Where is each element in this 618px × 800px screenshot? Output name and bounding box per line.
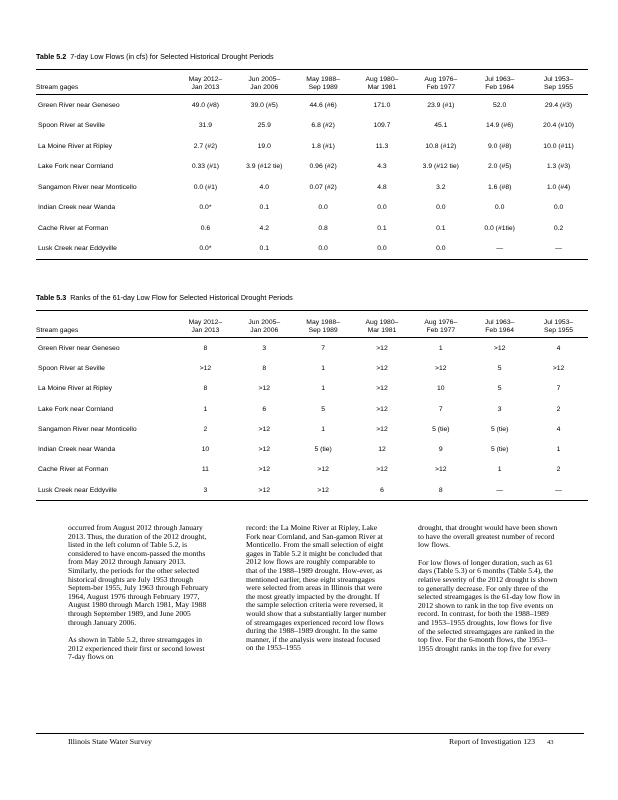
table-cell: 1.6 (#8) xyxy=(487,183,512,191)
column-header-period xyxy=(353,70,412,95)
stream-gage-name: Indian Creek near Wanda xyxy=(38,204,116,212)
header-line2: Mar 1981 xyxy=(367,84,397,91)
body-paragraph: drought, that drought would have been shown to have the overall greatest number of record low flows. xyxy=(418,523,558,550)
body-paragraph: As shown in Table 5.2, three streamgages in 2012 experienced their first or second lowest 7-day flows on xyxy=(68,635,205,662)
table-cell: 4 xyxy=(556,425,561,433)
report-title: Report of Investigation 123 xyxy=(449,737,535,746)
table-cell: 0.0 (#1tie) xyxy=(484,224,515,232)
table-row xyxy=(36,157,588,178)
header-line1: Aug 1976– xyxy=(424,76,458,83)
body-paragraph: record: the La Moine River at Ripley, Lake Fork near Cornland, and San-gamon River at Monticello. From the small selection of eight gages in Table 5.2 it might be concluded that 2012 low flows are roughly comparable to that of the 1988–1989 drought. How-ever, as mentioned earlier, these eight streamgages were selected from areas in Illinois that were the most greatly impacted by the drought. If the sample selection criteria were reversed, it would show that a substantially larger number of streamgages experienced record low flows during the 1988–1989 drought. In the same manner, if the analysis were instead focused on the 1953–1955 xyxy=(246,523,387,653)
table-cell: 10.0 (#11) xyxy=(543,142,574,150)
header-line2: Stream gages xyxy=(36,327,79,334)
table-cell: 11 xyxy=(201,466,209,474)
table-cell: 6.8 (#2) xyxy=(311,122,335,130)
page-number: 43 xyxy=(546,739,554,746)
table-cell: >12 xyxy=(199,364,212,372)
header-line1: May 1988– xyxy=(306,319,340,326)
table-cell: 6 xyxy=(262,405,267,413)
header-line2: Mar 1981 xyxy=(367,327,397,334)
header-line2: Jan 2013 xyxy=(191,327,220,334)
table-5-2-title: 7-day Low Flows (in cfs) for Selected Historical Drought Periods xyxy=(70,52,274,61)
table-cell: 9.0 (#8) xyxy=(487,142,512,150)
table-row xyxy=(36,399,588,419)
table-cell: — xyxy=(496,486,504,494)
table-cell: 0.1 xyxy=(436,224,446,232)
table-cell: 0.6 xyxy=(200,224,211,232)
table-5-3-caption xyxy=(36,293,293,302)
table-cell: 3 xyxy=(497,405,502,413)
table-cell: 0.0 xyxy=(494,204,505,212)
table-cell: — xyxy=(496,245,504,253)
table-cell: >12 xyxy=(376,466,388,474)
table-cell: 31.9 xyxy=(198,122,213,130)
table-cell: 1.0 (#4) xyxy=(546,183,571,191)
table-cell: 0.2 xyxy=(553,224,564,232)
table-cell: 0.96 (#2) xyxy=(309,163,337,171)
stream-gage-name: Green River near Geneseo xyxy=(38,344,120,352)
table-cell: 0.0* xyxy=(199,245,212,253)
table-cell: 12 xyxy=(378,446,386,454)
table-cell: 49.0 (#8) xyxy=(191,101,220,109)
stream-gage-name: Spoon River at Seville xyxy=(38,122,105,130)
stream-gage-name: Green River near Geneseo xyxy=(38,101,120,109)
header-line2: Sep 1989 xyxy=(308,327,338,334)
table-5-3-title: Ranks of the 61-day Low Flow for Selected Historical Drought Periods xyxy=(70,293,293,302)
table-row xyxy=(36,198,588,219)
table-cell: 19.0 xyxy=(257,142,271,150)
table-cell: 5 (tie) xyxy=(490,425,509,433)
table-cell: 1 xyxy=(321,425,326,433)
table-cell: 2.7 (#2) xyxy=(193,142,218,150)
table-cell: 39.0 (#5) xyxy=(250,101,278,109)
table-row xyxy=(36,439,588,459)
stream-gage-name: Sangamon River near Monticello xyxy=(38,425,137,433)
stream-gage-name: Indian Creek near Wanda xyxy=(38,446,116,454)
table-cell: 8 xyxy=(438,486,443,494)
stream-gage-name: La Moine River at Ripley xyxy=(38,385,113,393)
column-header-period xyxy=(411,311,470,338)
body-column-2 xyxy=(246,524,388,662)
header-line2: Feb 1964 xyxy=(485,327,515,334)
header-line2: Sep 1989 xyxy=(308,84,338,91)
footer-rule xyxy=(36,733,584,734)
table-cell: 0.0* xyxy=(199,204,212,212)
table-cell: 0.0 xyxy=(377,245,387,253)
table-cell: 0.1 xyxy=(259,204,269,212)
table-cell: 4.2 xyxy=(259,224,269,232)
body-paragraph: occurred from August 2012 through January 2013. Thus, the duration of the 2012 drought, listed in the left column of Table 5.2, is considered to have encom-passed the months from May 2012 through January 2013. Similarly, the periods for the other selected historical droughts are July 1953 through Septem-ber 1955, July 1963 through February 1964, August 1976 through February 1977, August 1980 through March 1981, May 1988 through September 1989, and June 2005 through January 2006. xyxy=(68,523,209,627)
table-cell: >12 xyxy=(317,486,329,494)
header-line2: Feb 1977 xyxy=(426,327,456,334)
table-cell: 3 xyxy=(203,486,208,494)
column-header-period xyxy=(470,311,529,338)
header-line1: Aug 1980– xyxy=(365,319,399,326)
table-cell: 0.1 xyxy=(377,224,387,232)
table-cell: 23.9 (#1) xyxy=(427,101,455,109)
table-cell: 0.07 (#2) xyxy=(309,183,337,191)
table-cell: — xyxy=(555,486,562,494)
table-cell: 7 xyxy=(556,385,561,393)
header-line1: Jul 1953– xyxy=(543,76,574,83)
table-5-3-label: Table 5.3 xyxy=(36,293,67,302)
table-cell: 1 xyxy=(497,466,502,474)
stream-gage-name: Lusk Creek near Eddyville xyxy=(38,486,117,494)
body-column-3 xyxy=(418,524,560,662)
header-line1: Aug 1976– xyxy=(424,319,458,326)
table-cell: >12 xyxy=(258,446,271,454)
table-cell: 5 xyxy=(321,405,326,413)
table-cell: >12 xyxy=(376,405,388,413)
column-header-period xyxy=(411,70,470,95)
table-cell: 4.3 xyxy=(377,163,387,171)
table-row xyxy=(36,358,588,378)
table-cell: 52.0 xyxy=(493,101,507,109)
stream-gage-name: La Moine River at Ripley xyxy=(38,142,113,150)
header-line1: Jul 1963– xyxy=(484,319,515,326)
table-cell: 4.0 xyxy=(259,183,269,191)
table-cell: 2 xyxy=(556,405,561,413)
table-cell: 2 xyxy=(203,425,208,433)
table-cell: 20.4 (#10) xyxy=(543,122,575,130)
stream-gage-name: Lake Fork near Cornland xyxy=(38,405,114,413)
column-header-period xyxy=(529,70,588,95)
header-line2: Jan 2013 xyxy=(191,84,220,91)
table-cell: 1 xyxy=(203,405,208,413)
body-paragraph: For low flows of longer duration, such as 61 days (Table 5.3) or 6 months (Table 5.4), the relative severity of the 2012 drought is shown to generally decrease. For only three of the selected streamgages is the 61-day low flow in 2012 shown to rank in the top five events on record. In contrast, for both the 1988–1989 and 1953–1955 droughts, low flows for five of the selected streamgages are ranked in the top five. For the 6-month flows, the 1953–1955 drought ranks in the top five for every xyxy=(418,557,560,653)
table-cell: >12 xyxy=(435,466,447,474)
table-cell: 5 xyxy=(497,364,502,372)
table-cell: 109.7 xyxy=(373,122,391,130)
table-5-2-header-row xyxy=(36,70,588,95)
table-row xyxy=(36,460,588,480)
table-cell: >12 xyxy=(258,486,271,494)
header-line1: Jun 2005– xyxy=(248,319,281,326)
column-header-period xyxy=(176,311,235,338)
table-cell: 0.0 xyxy=(377,204,387,212)
table-cell: 3.9 (#12 tie) xyxy=(246,163,283,171)
column-header-period xyxy=(353,311,412,338)
table-cell: 0.1 xyxy=(259,245,269,253)
body-column-1 xyxy=(68,524,210,671)
table-5-3-header-row xyxy=(36,311,588,338)
table-cell: 0.0 xyxy=(318,245,328,253)
table-cell: 14.9 (#6) xyxy=(486,122,514,130)
table-cell: 3 xyxy=(262,344,267,352)
footer-right xyxy=(449,737,554,746)
table-cell: 8 xyxy=(262,364,267,372)
table-cell: 5 (tie) xyxy=(314,446,332,454)
table-5-2-label: Table 5.2 xyxy=(36,52,67,61)
table-cell: >12 xyxy=(317,466,329,474)
stream-gage-name: Cache River at Forman xyxy=(38,466,109,474)
table-cell: 3.9 (#12 tie) xyxy=(422,163,459,171)
table-cell: 1 xyxy=(438,344,443,352)
table-row xyxy=(36,239,588,260)
table-cell: 10 xyxy=(437,385,445,393)
table-cell: 5 xyxy=(497,385,502,393)
table-cell: 1 xyxy=(321,364,326,372)
stream-gage-name: Lusk Creek near Eddyville xyxy=(38,245,117,253)
table-cell: >12 xyxy=(258,466,271,474)
table-cell: 2 xyxy=(556,466,561,474)
header-line1: May 2012– xyxy=(188,76,223,83)
stream-gage-name: Spoon River at Seville xyxy=(38,364,105,372)
header-line2: Sep 1955 xyxy=(543,84,574,91)
table-cell: 44.6 (#6) xyxy=(309,101,337,109)
table-cell: 3.2 xyxy=(436,183,446,191)
table-cell: 7 xyxy=(321,344,326,352)
table-cell: 4.8 xyxy=(377,183,387,191)
header-line2: Stream gages xyxy=(36,84,79,91)
table-cell: 1 xyxy=(556,446,561,454)
table-row xyxy=(36,136,588,157)
column-header-period xyxy=(235,311,294,338)
table-row xyxy=(36,338,588,359)
table-cell: 11.3 xyxy=(375,142,389,150)
table-cell: 29.4 (#3) xyxy=(544,101,573,109)
table-cell: 0.0 (#1) xyxy=(193,183,218,191)
column-header-stream-gages xyxy=(36,70,176,95)
column-header-period xyxy=(529,311,588,338)
table-cell: >12 xyxy=(552,364,565,372)
table-cell: 0.0 xyxy=(436,245,446,253)
table-cell: 0.0 xyxy=(436,204,446,212)
table-cell: 0.0 xyxy=(318,204,328,212)
header-line2: Feb 1977 xyxy=(426,84,456,91)
header-line1: Jun 2005– xyxy=(248,76,281,83)
table-cell: 6 xyxy=(380,486,384,494)
table-5-2-caption xyxy=(36,52,274,61)
header-line2: Jan 2006 xyxy=(250,327,279,334)
table-cell: >12 xyxy=(258,385,271,393)
header-line2: Feb 1964 xyxy=(485,84,515,91)
table-row xyxy=(36,419,588,439)
column-header-period xyxy=(235,70,294,95)
table-cell: 1.8 (#1) xyxy=(311,142,335,150)
table-cell: 5 (tie) xyxy=(432,425,450,433)
table-5-2-body xyxy=(36,95,588,260)
table-5-3-body xyxy=(36,338,588,501)
table-cell: 2.0 (#5) xyxy=(487,163,512,171)
table-cell: >12 xyxy=(435,364,447,372)
table-row xyxy=(36,177,588,198)
table-cell: 9 xyxy=(438,446,443,454)
header-line1: May 2012– xyxy=(188,319,223,326)
table-cell: 10.8 (#12) xyxy=(425,142,457,150)
table-5-2 xyxy=(36,69,588,260)
header-line1: May 1988– xyxy=(306,76,340,83)
table-row xyxy=(36,218,588,239)
table-cell: 1.3 (#3) xyxy=(546,163,571,171)
column-header-period xyxy=(176,70,235,95)
table-cell: >12 xyxy=(258,425,271,433)
header-line1: Jul 1963– xyxy=(484,76,515,83)
table-cell: >12 xyxy=(376,425,388,433)
table-cell: 8 xyxy=(203,385,208,393)
table-cell: 7 xyxy=(438,405,443,413)
table-cell: 10 xyxy=(201,446,210,454)
stream-gage-name: Lake Fork near Cornland xyxy=(38,163,114,171)
column-header-period xyxy=(294,311,353,338)
table-cell: 4 xyxy=(556,344,561,352)
table-cell: 25.9 xyxy=(257,122,271,130)
header-line2: Jan 2006 xyxy=(250,84,279,91)
header-line2: Sep 1955 xyxy=(543,327,574,334)
header-line1: Jul 1953– xyxy=(543,319,574,326)
column-header-period xyxy=(470,70,529,95)
table-cell: 171.0 xyxy=(373,101,391,109)
stream-gage-name: Sangamon River near Monticello xyxy=(38,183,137,191)
table-cell: 0.33 (#1) xyxy=(191,163,220,171)
header-line1: Aug 1980– xyxy=(365,76,399,83)
table-cell: 1 xyxy=(321,385,326,393)
stream-gage-name: Cache River at Forman xyxy=(38,224,109,232)
footer-left: Illinois State Water Survey xyxy=(68,737,152,746)
column-header-period xyxy=(294,70,353,95)
table-cell: 0.8 xyxy=(318,224,328,232)
table-5-3 xyxy=(36,310,588,501)
table-cell: >12 xyxy=(493,344,506,352)
table-cell: 8 xyxy=(203,344,208,352)
column-header-stream-gages xyxy=(36,311,176,338)
table-row xyxy=(36,116,588,137)
table-row xyxy=(36,95,588,116)
table-cell: >12 xyxy=(376,385,388,393)
table-row xyxy=(36,379,588,399)
table-cell: 0.0 xyxy=(553,204,564,212)
table-cell: — xyxy=(555,245,562,253)
table-row xyxy=(36,480,588,501)
table-cell: 5 (tie) xyxy=(490,446,509,454)
table-cell: >12 xyxy=(376,364,388,372)
table-cell: >12 xyxy=(376,344,388,352)
table-cell: 45.1 xyxy=(434,122,448,130)
